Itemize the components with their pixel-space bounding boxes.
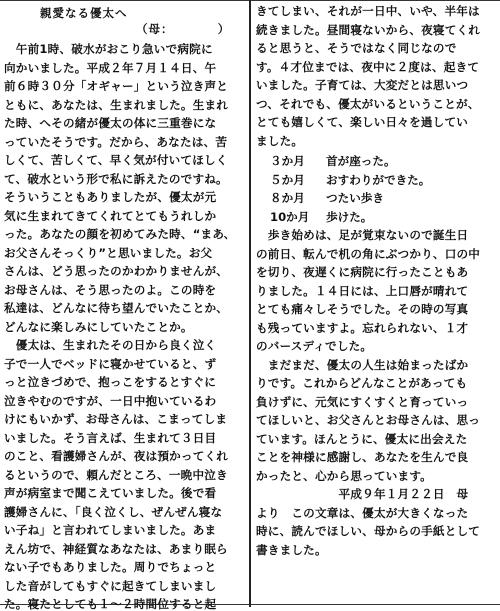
text-line: も残っていますよ。忘れられない、１才 — [256, 320, 469, 335]
text-line: 午前1時、破水がおこり急いで病院に — [4, 42, 213, 56]
milestone-age: ３か月 — [270, 154, 305, 168]
text-line: ともに、あなたは、生まれました。生まれ — [4, 97, 229, 112]
milestone-age: ５か月 — [270, 172, 305, 187]
right-column — [256, 0, 496, 607]
text-line: 私達は、どんなに待ち望んでいたことか、 — [4, 301, 229, 315]
text-line: けにもいかず、お母さんは、こまってしま — [4, 412, 228, 426]
text-line: す。４才位までは、夜中に２度は、起きて — [256, 59, 480, 74]
text-line: 前６時３０分「オギャー」という泣き声と — [4, 79, 229, 93]
text-line: りです。これからどんなことがあっても — [256, 376, 468, 390]
text-line: 歩き始めは、足が覚束ないので誕生日 — [256, 228, 469, 242]
text-line: えん坊で、神経質なあなたは、あまり眠ら — [4, 541, 228, 556]
letter-title: 親愛なる優太へ — [40, 6, 128, 20]
text-line: 気に生まれてきてくれてとてもうれしか — [4, 208, 217, 223]
text-line: ています。ほんとうに、優太に出会えた — [256, 431, 468, 446]
text-line: かったと、心から思っています。 — [256, 468, 432, 483]
text-line: りました。１４日には、上口唇が晴れて — [256, 283, 469, 298]
text-line: ことを神様に感謝し、あなたを生んで良 — [256, 450, 469, 464]
milestone-text: 歩けた。 — [326, 209, 373, 224]
text-line: お父さんそっくり”と思いました。お父 — [4, 245, 213, 260]
text-line: きてしまい、それが一日中、いや、半年は — [256, 4, 480, 18]
text-line: 平成９年１月２２日 母 — [256, 487, 469, 501]
text-line: まだまだ、優太の人生は始まったばか — [256, 357, 469, 372]
text-line: しくて、苦しくて、早く気が付いてほしく — [4, 153, 228, 167]
text-line: のバースディでした。 — [256, 339, 373, 353]
column-divider — [249, 0, 251, 607]
text-line: っと泣きづめで、抱っこをするとすぐに — [4, 375, 217, 389]
text-line: した音がしてもすぐに起きてしまいまし — [4, 578, 217, 593]
text-line: より この文章は、優太が大きくなった — [256, 505, 469, 520]
text-line: とても痛々しそうでした。その時の写真 — [256, 302, 469, 316]
text-line: 護婦さんに、「良く泣くし、ぜんぜん寝な — [4, 504, 223, 519]
milestone-text: つたい歩き — [326, 191, 384, 205]
text-line: さんは、どう思ったのかわかりませんが、 — [4, 264, 229, 278]
text-line: 子で一人でベッドに寝かせていると、ず — [4, 356, 217, 371]
text-line: い子ね」と言われてしまいました。あま — [4, 523, 217, 537]
milestone-age: 10か月 — [270, 209, 310, 224]
text-line: 声が病室まで聞こえていました。後で看 — [4, 486, 217, 500]
text-line: った。あなたの顔を初めてみた時、“まあ、 — [4, 227, 236, 241]
text-line: た時、へその緒が優太の体に三重巻にな — [4, 116, 217, 130]
text-line: の前日、転んで机の角にぶつかり、口の中 — [256, 246, 481, 261]
text-line: いました。そう言えば、生まれて３日目 — [4, 430, 217, 445]
text-line: ると思うと、そうではなく同じなので — [256, 41, 457, 55]
text-line: とても嬉しくて、楽しい日々を過してい — [256, 115, 469, 129]
text-line: 泣きやむのですが、一日中抱いているわ — [4, 393, 217, 408]
text-line: 続きました。昼間寝ないから、夜寝てくれ — [256, 22, 481, 37]
text-line: 時に、読んでほしい、母からの手紙として — [256, 524, 481, 538]
text-line: ました。 — [256, 133, 304, 148]
milestone-age: ８か月 — [270, 191, 305, 205]
text-line: 優太は、生まれたその日から良く泣く — [4, 338, 217, 352]
milestone-text: おすわりができた。 — [326, 172, 431, 187]
text-line: 書きました。 — [256, 542, 327, 557]
text-line: てほしいと、お父さんとお母さんは、思っ — [256, 413, 481, 427]
text-line: つ、それでも、優太がいるということが、 — [256, 96, 480, 111]
text-line: ない子でもありました。周りでちょっと — [4, 560, 217, 574]
milestone-text: 首が座った。 — [326, 154, 396, 168]
text-line: を切り、夜遅くに病院に行ったこともあ — [256, 265, 469, 279]
signature-line: （母： ） — [136, 22, 231, 36]
text-line: お母さんは、そう思ったのよ。この時を — [4, 282, 217, 297]
text-line: っていたそうです。だから、あなたは、苦 — [4, 134, 228, 149]
text-line: 負けずに、元気にすくすくと育っていっ — [256, 394, 469, 409]
text-line: るというので、頼んだところ、一晩中泣き — [4, 467, 228, 482]
text-line: た。寝たとしても１～２時間位すると起 — [4, 597, 217, 611]
text-line: て、破水という形で私に訴えたのですね。 — [4, 171, 228, 186]
text-line: どんなに楽しみにしていたことか。 — [4, 319, 193, 334]
text-line: いました。子育ては、大変だとは思いつ — [256, 78, 469, 92]
text-line: そういうこともありましたが、優太が元 — [4, 190, 217, 204]
text-line: 向かいました。平成２年７月１４日、午 — [4, 60, 217, 75]
text-line: のこと、看護婦さんが、夜は預かってくれ — [4, 449, 229, 463]
left-column — [4, 0, 244, 611]
